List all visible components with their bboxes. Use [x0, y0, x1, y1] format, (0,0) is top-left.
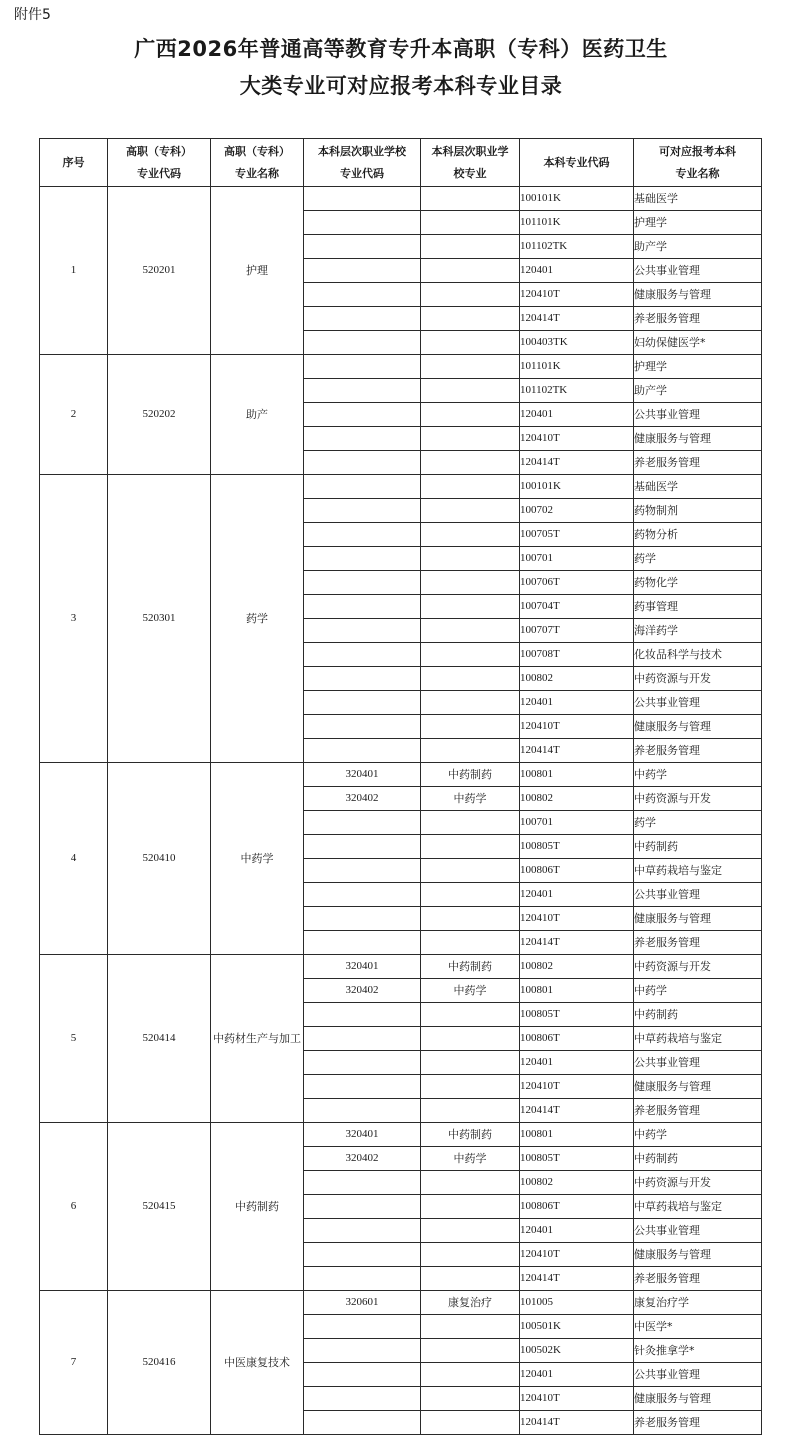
bk-name-cell: 康复治疗学 [634, 1291, 762, 1315]
bk-code-cell: 101102TK [520, 235, 634, 259]
bk-name-cell: 公共事业管理 [634, 1219, 762, 1243]
bk-code-cell: 100101K [520, 475, 634, 499]
vc-code-cell [304, 595, 421, 619]
bk-name-cell: 药事管理 [634, 595, 762, 619]
bk-code-cell: 100802 [520, 667, 634, 691]
bk-code-cell: 100706T [520, 571, 634, 595]
header-bk-name: 可对应报考本科 专业名称 [634, 139, 762, 187]
vc-name-cell [421, 1387, 520, 1411]
vc-name-cell [421, 859, 520, 883]
seq-cell: 2 [40, 355, 108, 475]
bk-code-cell: 120401 [520, 1363, 634, 1387]
vc-code-cell [304, 307, 421, 331]
vc-name-cell [421, 571, 520, 595]
bk-name-cell: 健康服务与管理 [634, 1075, 762, 1099]
vc-code-cell [304, 619, 421, 643]
bk-name-cell: 基础医学 [634, 475, 762, 499]
vc-name-cell: 中药学 [421, 1147, 520, 1171]
table-row [40, 1123, 762, 1147]
vc-name-cell [421, 811, 520, 835]
bk-code-cell: 100805T [520, 1003, 634, 1027]
vc-code-cell [304, 1219, 421, 1243]
bk-name-cell: 养老服务管理 [634, 931, 762, 955]
bk-code-cell: 100806T [520, 859, 634, 883]
bk-name-cell: 化妆品科学与技术 [634, 643, 762, 667]
vc-name-cell [421, 283, 520, 307]
bk-name-cell: 基础医学 [634, 187, 762, 211]
bk-code-cell: 100806T [520, 1027, 634, 1051]
catalog-table [39, 138, 762, 1435]
vc-name-cell: 中药制药 [421, 955, 520, 979]
bk-name-cell: 药学 [634, 547, 762, 571]
vc-code-cell [304, 1075, 421, 1099]
vc-code-cell [304, 403, 421, 427]
vc-code-cell [304, 427, 421, 451]
bk-name-cell: 健康服务与管理 [634, 907, 762, 931]
vc-code-cell [304, 523, 421, 547]
bk-code-cell: 100802 [520, 1171, 634, 1195]
bk-name-cell: 中药学 [634, 979, 762, 1003]
bk-name-cell: 助产学 [634, 379, 762, 403]
vc-name-cell [421, 1315, 520, 1339]
vc-code-cell: 320401 [304, 763, 421, 787]
bk-name-cell: 海洋药学 [634, 619, 762, 643]
vc-code-cell [304, 1003, 421, 1027]
bk-name-cell: 公共事业管理 [634, 259, 762, 283]
vc-name-cell [421, 235, 520, 259]
vc-code-cell [304, 1315, 421, 1339]
vc-code-cell [304, 1243, 421, 1267]
vc-code-cell [304, 859, 421, 883]
bk-name-cell: 公共事业管理 [634, 1051, 762, 1075]
vc-name-cell [421, 427, 520, 451]
vc-code-cell [304, 1027, 421, 1051]
vc-code-cell [304, 811, 421, 835]
seq-cell: 6 [40, 1123, 108, 1291]
bk-code-cell: 101101K [520, 211, 634, 235]
bk-name-cell: 护理学 [634, 211, 762, 235]
vc-code-cell [304, 571, 421, 595]
attachment-label: 附件5 [14, 7, 51, 23]
vc-name-cell: 中药学 [421, 787, 520, 811]
bk-name-cell: 养老服务管理 [634, 1099, 762, 1123]
document-title: 广西2026年普通高等教育专升本高职（专科）医药卫生 [134, 37, 668, 61]
gz-name-cell: 中药材生产与加工 [211, 955, 304, 1123]
bk-name-cell: 养老服务管理 [634, 307, 762, 331]
bk-code-cell: 100502K [520, 1339, 634, 1363]
bk-code-cell: 120410T [520, 715, 634, 739]
bk-code-cell: 120401 [520, 691, 634, 715]
gz-name-cell: 护理 [211, 187, 304, 355]
bk-name-cell: 公共事业管理 [634, 403, 762, 427]
header-bk-code: 本科专业代码 [520, 139, 634, 187]
vc-name-cell: 中药制药 [421, 763, 520, 787]
bk-code-cell: 120414T [520, 1267, 634, 1291]
bk-name-cell: 中药学 [634, 1123, 762, 1147]
vc-name-cell [421, 595, 520, 619]
bk-code-cell: 120410T [520, 1387, 634, 1411]
bk-code-cell: 120401 [520, 1051, 634, 1075]
bk-name-cell: 中药制药 [634, 1147, 762, 1171]
vc-name-cell: 中药制药 [421, 1123, 520, 1147]
bk-code-cell: 100802 [520, 787, 634, 811]
bk-code-cell: 100801 [520, 979, 634, 1003]
header-vc-code: 本科层次职业学校 专业代码 [304, 139, 421, 187]
vc-code-cell [304, 355, 421, 379]
vc-code-cell [304, 643, 421, 667]
bk-name-cell: 健康服务与管理 [634, 427, 762, 451]
gz-code-cell: 520202 [108, 355, 211, 475]
bk-name-cell: 药物制剂 [634, 499, 762, 523]
vc-code-cell: 320402 [304, 979, 421, 1003]
bk-code-cell: 100705T [520, 523, 634, 547]
vc-code-cell [304, 667, 421, 691]
bk-code-cell: 100708T [520, 643, 634, 667]
bk-name-cell: 健康服务与管理 [634, 715, 762, 739]
bk-code-cell: 100701 [520, 547, 634, 571]
bk-code-cell: 100805T [520, 835, 634, 859]
bk-name-cell: 药物化学 [634, 571, 762, 595]
seq-cell: 7 [40, 1291, 108, 1435]
vc-name-cell [421, 187, 520, 211]
bk-code-cell: 100501K [520, 1315, 634, 1339]
vc-code-cell [304, 1171, 421, 1195]
document-subtitle: 大类专业可对应报考本科专业目录 [239, 74, 563, 98]
bk-code-cell: 120410T [520, 1243, 634, 1267]
gz-code-cell: 520410 [108, 763, 211, 955]
table-row [40, 955, 762, 979]
vc-name-cell [421, 451, 520, 475]
table-row [40, 355, 762, 379]
vc-name-cell [421, 1003, 520, 1027]
bk-code-cell: 100403TK [520, 331, 634, 355]
bk-code-cell: 120414T [520, 451, 634, 475]
vc-name-cell [421, 211, 520, 235]
bk-name-cell: 养老服务管理 [634, 1267, 762, 1291]
gz-code-cell: 520201 [108, 187, 211, 355]
bk-code-cell: 101005 [520, 1291, 634, 1315]
table-row [40, 187, 762, 211]
vc-code-cell [304, 691, 421, 715]
bk-code-cell: 100805T [520, 1147, 634, 1171]
bk-name-cell: 护理学 [634, 355, 762, 379]
bk-name-cell: 药学 [634, 811, 762, 835]
bk-code-cell: 100802 [520, 955, 634, 979]
bk-code-cell: 120401 [520, 883, 634, 907]
vc-name-cell [421, 523, 520, 547]
bk-name-cell: 中药制药 [634, 835, 762, 859]
gz-code-cell: 520415 [108, 1123, 211, 1291]
vc-name-cell [421, 739, 520, 763]
vc-name-cell [421, 379, 520, 403]
vc-code-cell [304, 379, 421, 403]
vc-code-cell [304, 331, 421, 355]
bk-name-cell: 药物分析 [634, 523, 762, 547]
header-gz-code: 高职（专科） 专业代码 [108, 139, 211, 187]
header-gz-name: 高职（专科） 专业名称 [211, 139, 304, 187]
vc-code-cell: 320401 [304, 955, 421, 979]
gz-code-cell: 520416 [108, 1291, 211, 1435]
vc-name-cell [421, 499, 520, 523]
bk-code-cell: 120414T [520, 1099, 634, 1123]
bk-name-cell: 中药资源与开发 [634, 667, 762, 691]
bk-name-cell: 中药制药 [634, 1003, 762, 1027]
vc-code-cell [304, 1267, 421, 1291]
bk-code-cell: 120414T [520, 739, 634, 763]
bk-name-cell: 中草药栽培与鉴定 [634, 859, 762, 883]
table-row [40, 763, 762, 787]
vc-code-cell: 320401 [304, 1123, 421, 1147]
vc-code-cell [304, 739, 421, 763]
table-header-row [40, 139, 762, 187]
vc-name-cell [421, 1411, 520, 1435]
vc-name-cell [421, 1099, 520, 1123]
bk-code-cell: 120414T [520, 307, 634, 331]
vc-code-cell [304, 1051, 421, 1075]
vc-name-cell [421, 475, 520, 499]
vc-code-cell [304, 1099, 421, 1123]
vc-code-cell [304, 715, 421, 739]
vc-name-cell [421, 1051, 520, 1075]
vc-name-cell [421, 355, 520, 379]
vc-code-cell [304, 907, 421, 931]
vc-name-cell [421, 259, 520, 283]
gz-code-cell: 520301 [108, 475, 211, 763]
bk-name-cell: 公共事业管理 [634, 1363, 762, 1387]
vc-name-cell: 中药学 [421, 979, 520, 1003]
bk-code-cell: 100801 [520, 1123, 634, 1147]
bk-name-cell: 中草药栽培与鉴定 [634, 1195, 762, 1219]
vc-code-cell [304, 451, 421, 475]
bk-name-cell: 中药学 [634, 763, 762, 787]
vc-name-cell [421, 1243, 520, 1267]
vc-code-cell [304, 1411, 421, 1435]
vc-code-cell [304, 283, 421, 307]
gz-name-cell: 中医康复技术 [211, 1291, 304, 1435]
vc-name-cell [421, 643, 520, 667]
bk-code-cell: 100701 [520, 811, 634, 835]
bk-code-cell: 120401 [520, 1219, 634, 1243]
bk-name-cell: 助产学 [634, 235, 762, 259]
gz-code-cell: 520414 [108, 955, 211, 1123]
vc-name-cell [421, 1027, 520, 1051]
vc-name-cell [421, 1171, 520, 1195]
vc-name-cell [421, 547, 520, 571]
header-seq: 序号 [40, 139, 108, 187]
vc-code-cell [304, 499, 421, 523]
seq-cell: 3 [40, 475, 108, 763]
vc-code-cell [304, 547, 421, 571]
vc-name-cell [421, 619, 520, 643]
bk-code-cell: 120401 [520, 259, 634, 283]
gz-name-cell: 助产 [211, 355, 304, 475]
bk-code-cell: 120414T [520, 1411, 634, 1435]
bk-code-cell: 120410T [520, 283, 634, 307]
gz-name-cell: 药学 [211, 475, 304, 763]
bk-name-cell: 公共事业管理 [634, 691, 762, 715]
vc-name-cell [421, 883, 520, 907]
bk-code-cell: 100101K [520, 187, 634, 211]
table-row [40, 1291, 762, 1315]
vc-name-cell [421, 715, 520, 739]
bk-name-cell: 中草药栽培与鉴定 [634, 1027, 762, 1051]
header-vc-name: 本科层次职业学 校专业 [421, 139, 520, 187]
vc-code-cell [304, 187, 421, 211]
bk-code-cell: 120401 [520, 403, 634, 427]
vc-code-cell [304, 235, 421, 259]
bk-name-cell: 养老服务管理 [634, 1411, 762, 1435]
table-row [40, 475, 762, 499]
vc-code-cell [304, 1195, 421, 1219]
bk-code-cell: 120410T [520, 1075, 634, 1099]
vc-code-cell [304, 1387, 421, 1411]
vc-code-cell [304, 835, 421, 859]
bk-name-cell: 中药资源与开发 [634, 955, 762, 979]
bk-code-cell: 100702 [520, 499, 634, 523]
vc-name-cell: 康复治疗 [421, 1291, 520, 1315]
vc-code-cell: 320601 [304, 1291, 421, 1315]
vc-code-cell [304, 259, 421, 283]
vc-name-cell [421, 307, 520, 331]
bk-name-cell: 健康服务与管理 [634, 283, 762, 307]
bk-name-cell: 健康服务与管理 [634, 1243, 762, 1267]
bk-code-cell: 101101K [520, 355, 634, 379]
vc-name-cell [421, 331, 520, 355]
bk-name-cell: 妇幼保健医学* [634, 331, 762, 355]
vc-name-cell [421, 667, 520, 691]
seq-cell: 4 [40, 763, 108, 955]
vc-name-cell [421, 1195, 520, 1219]
vc-name-cell [421, 691, 520, 715]
bk-code-cell: 100704T [520, 595, 634, 619]
bk-name-cell: 中药资源与开发 [634, 1171, 762, 1195]
bk-code-cell: 120414T [520, 931, 634, 955]
bk-code-cell: 100707T [520, 619, 634, 643]
vc-name-cell [421, 907, 520, 931]
bk-code-cell: 100801 [520, 763, 634, 787]
vc-name-cell [421, 1363, 520, 1387]
gz-name-cell: 中药学 [211, 763, 304, 955]
bk-code-cell: 120410T [520, 427, 634, 451]
vc-name-cell [421, 1339, 520, 1363]
bk-name-cell: 中医学* [634, 1315, 762, 1339]
vc-code-cell [304, 211, 421, 235]
vc-code-cell: 320402 [304, 1147, 421, 1171]
gz-name-cell: 中药制药 [211, 1123, 304, 1291]
vc-name-cell [421, 1219, 520, 1243]
bk-name-cell: 针灸推拿学* [634, 1339, 762, 1363]
vc-name-cell [421, 931, 520, 955]
seq-cell: 5 [40, 955, 108, 1123]
vc-code-cell [304, 475, 421, 499]
bk-name-cell: 健康服务与管理 [634, 1387, 762, 1411]
bk-name-cell: 养老服务管理 [634, 739, 762, 763]
vc-name-cell [421, 403, 520, 427]
vc-code-cell [304, 1363, 421, 1387]
bk-code-cell: 100806T [520, 1195, 634, 1219]
vc-code-cell [304, 931, 421, 955]
vc-name-cell [421, 1267, 520, 1291]
bk-code-cell: 101102TK [520, 379, 634, 403]
bk-name-cell: 中药资源与开发 [634, 787, 762, 811]
bk-code-cell: 120410T [520, 907, 634, 931]
vc-name-cell [421, 1075, 520, 1099]
vc-code-cell [304, 1339, 421, 1363]
bk-name-cell: 公共事业管理 [634, 883, 762, 907]
vc-code-cell [304, 883, 421, 907]
seq-cell: 1 [40, 187, 108, 355]
bk-name-cell: 养老服务管理 [634, 451, 762, 475]
vc-name-cell [421, 835, 520, 859]
vc-code-cell: 320402 [304, 787, 421, 811]
